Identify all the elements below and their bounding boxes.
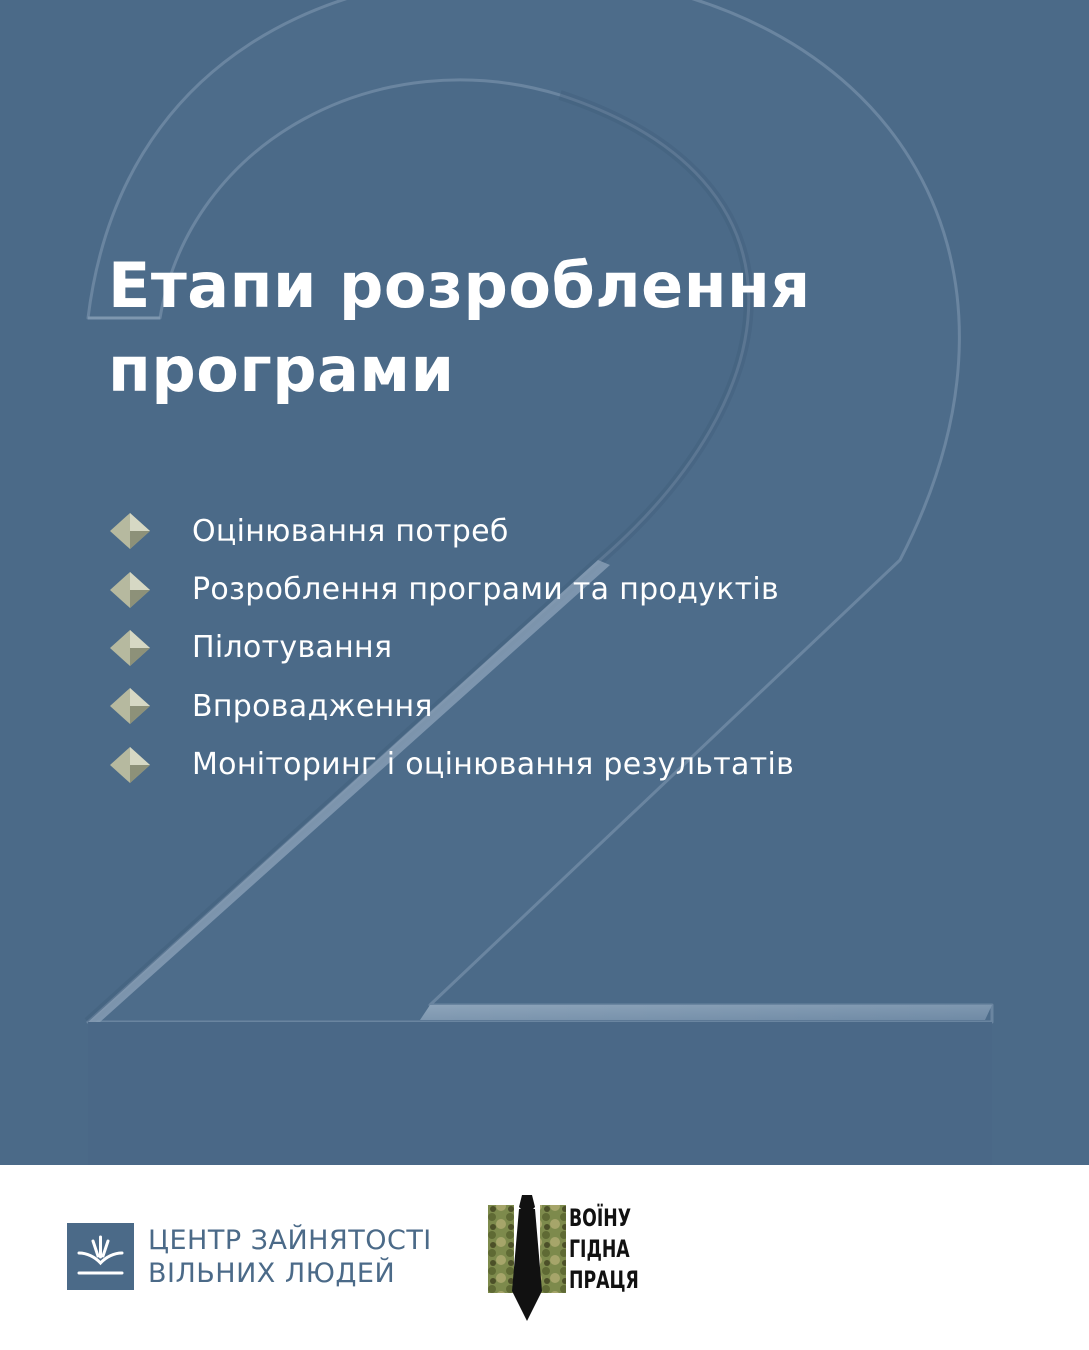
stages-list	[108, 502, 794, 794]
title-line-2: програми	[108, 333, 455, 406]
diamond-icon	[108, 511, 152, 551]
voinu-line-1: ВОЇНУ	[569, 1204, 632, 1232]
stage-label: Оцінювання потреб	[192, 513, 509, 549]
center-logo-line-2: ВІЛЬНИХ ЛЮДЕЙ	[148, 1257, 396, 1289]
stage-label: Моніторинг і оцінювання результатів	[192, 747, 795, 783]
voinu-gidna-pratsia-logo	[488, 1195, 638, 1321]
title-line-1: Етапи розроблення	[108, 249, 811, 322]
voinu-line-3: ПРАЦЯ	[569, 1266, 639, 1294]
diamond-icon	[108, 745, 152, 785]
voinu-line-2: ГІДНА	[569, 1235, 630, 1263]
list-item	[108, 560, 794, 618]
voinu-logo-text	[569, 1203, 639, 1296]
list-item	[108, 502, 794, 560]
camouflage-tie-icon	[488, 1195, 566, 1321]
diamond-icon	[108, 628, 152, 668]
diamond-icon	[108, 570, 152, 610]
sunrise-book-icon	[67, 1223, 134, 1290]
diamond-icon	[108, 686, 152, 726]
stage-label: Впровадження	[192, 688, 433, 724]
center-logo-line-1: ЦЕНТР ЗАЙНЯТОСТІ	[148, 1224, 432, 1256]
center-logo	[67, 1223, 432, 1290]
center-logo-text	[148, 1224, 432, 1290]
list-item	[108, 619, 794, 677]
list-item	[108, 736, 794, 794]
stage-label: Пілотування	[192, 630, 393, 666]
list-item	[108, 677, 794, 735]
stage-label: Розроблення програми та продуктів	[192, 572, 780, 608]
page-title	[108, 244, 811, 412]
footer	[0, 1165, 1089, 1350]
